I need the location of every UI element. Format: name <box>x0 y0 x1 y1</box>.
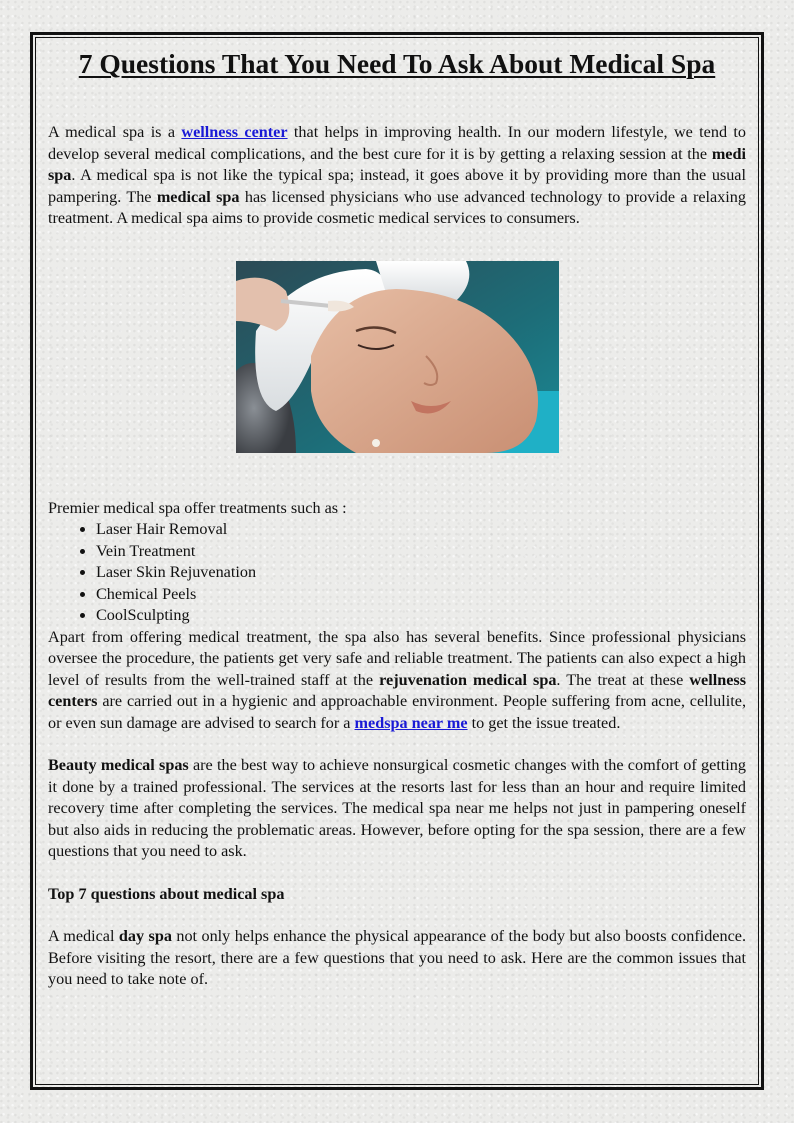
list-item: • Laser Skin Rejuvenation <box>96 562 746 584</box>
closing-paragraph: A medical day spa not only helps enhance the physical appearance of the body but also boosts confidence. Before visiting the resort, there are a few questions that you need to ask. Here are the common issues that you need to take note of. <box>48 927 747 988</box>
treatments-list <box>48 519 746 627</box>
facial-treatment-image <box>236 261 559 453</box>
questions-heading: Top 7 questions about medical spa <box>48 884 285 903</box>
benefits-paragraph: Apart from offering medical treatment, the spa also has several benefits. Since professional physicians oversee the procedure, the patients get very safe and reliable treatment. The patients can also expect a high level of results from the well-trained staff at the rejuvenation medical spa. The treat at these wellness centers are carried out in a hygienic and approachable environment. People suffering from acne, cellulite, or even sun damage are advised to search for a medspa near me to get the issue treated. <box>48 627 746 732</box>
treatments-intro: Premier medical spa offer treatments such as : <box>48 498 347 517</box>
page-title: 7 Questions That You Need To Ask About Medical Spa <box>78 48 716 79</box>
facial-treatment-photo <box>236 261 559 453</box>
list-item: • Vein Treatment <box>96 541 746 563</box>
medspa-near-me-link[interactable]: medspa near me <box>354 713 468 732</box>
article <box>48 46 746 991</box>
list-item: • Chemical Peels <box>96 584 746 606</box>
wellness-center-link[interactable]: wellness center <box>181 123 288 141</box>
beauty-paragraph: Beauty medical spas are the best way to achieve nonsurgical cosmetic changes with the comfort of getting it done by a trained professional. The services at the resorts last for less than an hour and require limited recovery time after completing the services. The medical spa near me helps not just in pampering oneself but also aids in reducing the problematic areas. However, before opting for the spa session, there are a few questions that you need to ask. <box>48 756 746 860</box>
intro-paragraph: A medical spa is a wellness center that helps in improving health. In our modern lifestyle, we tend to develop several medical complications, and the best cure for it is by getting a relaxing session at the medi spa. A medical spa is not like the typical spa; instead, it goes above it by providing more than the usual pampering. The medical spa has licensed physicians who use advanced technology to provide a relaxing treatment. A medical spa aims to provide cosmetic medical services to consumers. <box>48 123 746 227</box>
list-item: • CoolSculpting <box>96 605 746 627</box>
list-item: • Laser Hair Removal <box>96 519 746 541</box>
